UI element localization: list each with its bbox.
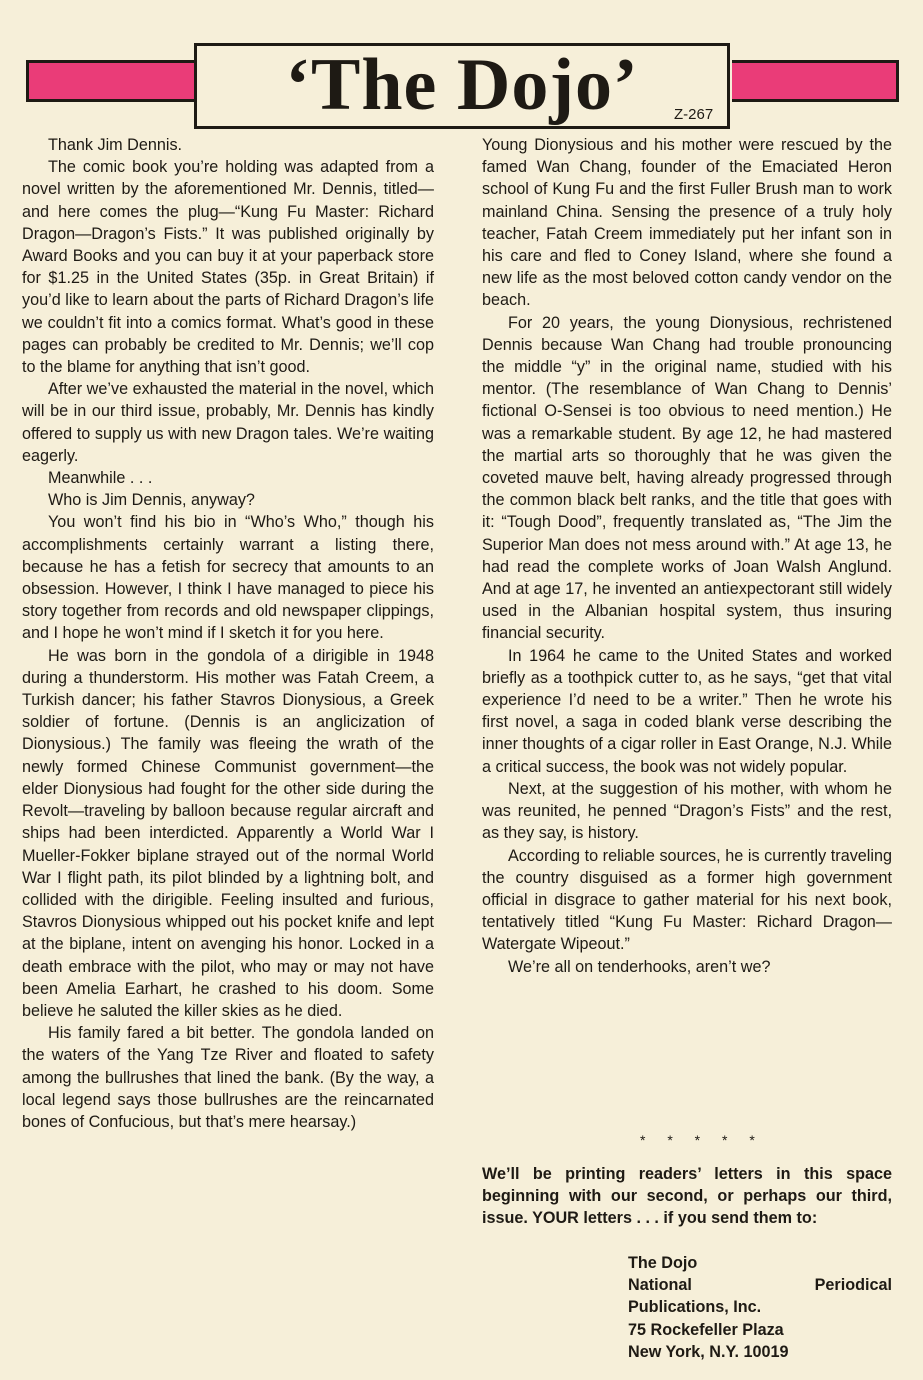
paragraph: According to reliable sources, he is currently traveling the country disguised as a former high government official in disgrace to gather material for his next book, tentatively titled “Kung Fu Master: Richard Dragon—Watergate Wipeout.” bbox=[482, 846, 892, 954]
paragraph: Thank Jim Dennis. bbox=[48, 136, 183, 154]
address-line: Publications, Inc. bbox=[628, 1298, 762, 1317]
mailing-address bbox=[628, 1252, 892, 1363]
address-line: The Dojo bbox=[628, 1254, 698, 1272]
paragraph: Next, at the suggestion of his mother, with whom he was reunited, he penned “Dragon’s Fists” and the rest, as they say, is history. bbox=[482, 779, 892, 843]
banner-bar-right bbox=[732, 60, 899, 102]
paragraph: We’re all on tenderhooks, aren’t we? bbox=[508, 957, 771, 976]
paragraph: In 1964 he came to the United States and worked briefly as a toothpick cutter to, as he says, “get that vital experience I’d need to be a writer.” Then he wrote his first novel, a saga in coded blank verse describing the inner thoughts of a cigar roller in East Orange, N.J. While a critical success, the book was not widely popular. bbox=[482, 646, 892, 776]
address-line bbox=[628, 1274, 892, 1296]
title-box bbox=[194, 43, 730, 129]
paragraph: Meanwhile . . . bbox=[48, 469, 153, 488]
banner-bar-left bbox=[26, 60, 199, 102]
address-word: National bbox=[628, 1276, 692, 1295]
paragraph: After we’ve exhausted the material in the novel, which will be in our third issue, probably, Mr. Dennis has kindly offered to supply us with new Dragon tales. We’re waiting eagerly. bbox=[22, 380, 435, 465]
address-line: 75 Rockefeller Plaza bbox=[628, 1320, 784, 1339]
paragraph: For 20 years, the young Dionysious, rechristened Dennis because Wan Chang had trouble pronouncing the middle “y” in the original name, studied with his mentor. (The resemblance of Wan Chang to Dennis’ fictional O-Sensei is too obvious to need mention.) He was a remarkable student. By age 12, he had mastered the martial arts so thoroughly that he was given the coveted mauve belt, having already progressed through the common black belt ranks, and the title that goes with it: “Tough Dood”, frequently translated as, “The Jim the Superior Man does not mess around with.” At age 13, he had read the complete works of Joan Walsh Anglund. And at age 17, he invented an antiexpectorant still widely used in the Albanian hospital system, thus insuring financial security. bbox=[482, 313, 892, 643]
right-column bbox=[482, 134, 892, 978]
paragraph: The comic book you’re holding was adapted from a novel written by the aforementioned Mr. Dennis, titled—and here comes the plug—“Kung Fu Master: Richard Dragon—Dragon’s Fists.” It was published originally by Award Books and you can buy it at your paperback store for $1.25 in the United States (35p. in Great Britain) if you’d like to learn about the parts of Richard Dragon’s life we couldn’t fit into a comics format. What’s good in these pages can probably be credited to Mr. Dennis; we’ll cop to the blame for anything that isn’t good. bbox=[22, 158, 434, 377]
page-title: ‘The Dojo’ bbox=[285, 44, 639, 126]
paragraph: He was born in the gondola of a dirigible in 1948 during a thunderstorm. His mother was Fatah Creem, a Turkish dancer; his father Stavros Dionysious, a Greek soldier of fortune. (Dennis is an anglicization of Dionysious.) The family was fleeing the wrath of the newly formed Chinese Communist government—the elder Dionysious had fought for the other side during the Revolt—traveling by balloon because regular aircraft and ships had been interdicted. Apparently a World War I Mueller-Fokker biplane strayed out of the normal World War I flight path, its pilot blinded by a lightning bolt, and collided with the dirigible. Feeling insulted and furious, Stavros Dionysious whipped out his pocket knife and lept at the biplane, intent on avenging his honor. Locked in a death embrace with the pilot, who may or may not have been Amelia Earhart, he crashed to his doom. Some believe he saluted the killer skies as he died. bbox=[22, 646, 434, 1020]
paragraph: Who is Jim Dennis, anyway? bbox=[48, 491, 255, 510]
letters-notice: We’ll be printing readers’ letters in this space beginning with our second, or perhaps our third, issue. YOUR letters . . . if you send them to: bbox=[482, 1165, 892, 1228]
paragraph: His family fared a bit better. The gondola landed on the waters of the Yang Tze River and floated to safety among the bullrushes that lined the bank. (By the way, a local legend says those bullrushes are the reincarnated bones of Confucious, but that’s mere hearsay.) bbox=[22, 1024, 434, 1131]
address-word: Periodical bbox=[814, 1276, 892, 1295]
address-line: New York, N.Y. 10019 bbox=[628, 1342, 789, 1361]
paragraph: Young Dionysious and his mother were rescued by the famed Wan Chang, founder of the Emaciated Heron school of Kung Fu and the first Fuller Brush man to work mainland China. Sensing the presence of a truly holy teacher, Fatah Creem immediately put her infant son in his care and fled to Coney Island, where she found a new life as the most beloved cotton candy vendor on the beach. bbox=[482, 136, 892, 310]
issue-code: Z-267 bbox=[674, 106, 714, 123]
left-column bbox=[22, 134, 434, 1133]
paragraph: You won’t find his bio in “Who’s Who,” though his accomplishments certainly warrant a listing there, because he has a fetish for secrecy that amounts to an obsession. However, I think I have managed to piece his story together from records and old newspaper clippings, and I hope he won’t mind if I sketch it for you here. bbox=[22, 513, 434, 643]
section-divider: * * * * * bbox=[640, 1132, 764, 1148]
